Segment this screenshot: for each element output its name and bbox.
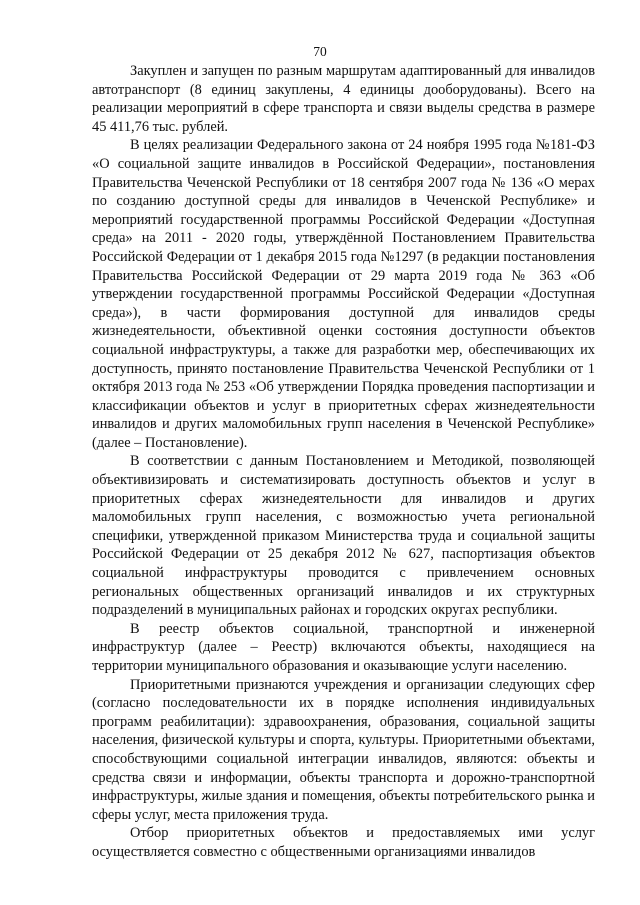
page-number: 70 <box>313 44 327 59</box>
document-body <box>92 62 595 862</box>
paragraph-transport-funding: Закуплен и запущен по разным маршрутам адаптированный для инвалидов автотранспорт (8 единиц закуплены, 4 единицы дооборудованы). Всего на реализации мероприятий в сфере транспорта и связи выделы средства в размере 45 411,76 тыс. рублей. <box>92 63 595 135</box>
paragraph-registry: В реестр объектов социальной, транспортной и инженерной инфраструктур (далее – Реестр) включаются объекты, находящиеся на территории муниципального образования и оказывающие услуги населению. <box>92 620 595 674</box>
paragraph-priority-objects: Приоритетными признаются учреждения и организации следующих сфер (согласно последовательности их в порядке исполнения индивидуальных программ реабилитации): здравоохранения, образования, социальной защиты населения, физической культуры и спорта, культуры. Приоритетными объектами, способствующими социальной интеграции инвалидов, являются: объекты и средства связи и информации, объекты транспорта и дорожно-транспортной инфраструктуры, жилые здания и помещения, объекты потребительского рынка и сферы услуг, места приложения труда. <box>92 676 595 823</box>
paragraph-methodology: В соответствии с данным Постановлением и Методикой, позволяющей объективизировать и систематизировать доступность объектов и услуг в приоритетных сферах жизнедеятельности для инвалидов и других маломобильных групп населения, с возможностью учета региональной специфики, утвержденной приказом Министерства труда и социальной защиты Российской Федерации от 25 декабря 2012 № 627, паспортизация объектов социальной инфраструктуры проводится с привлечением основных региональных общественных организаций инвалидов и их структурных подразделений в муниципальных районах и городских округах республики. <box>92 453 595 619</box>
paragraph-legal-basis: В целях реализации Федерального закона от 24 ноября 1995 года №181-ФЗ «О социальной защите инвалидов в Российской Федерации», постановления Правительства Чеченской Республики от 18 сентября 2007 года № 136 «О мерах по созданию доступной среды для инвалидов в Чеченской Республике» и мероприятий государственной программы Российской Федерации «Доступная среда» на 2011 - 2020 годы, утверждённой Постановлением Правительства Российской Федерации от 1 декабря 2015 года №1297 (в редакции постановления Правительства Российской Федерации от 29 марта 2019 года № 363 «Об утверждении государственной программы Российской Федерации «Доступная среда»), в части формирования доступной для инвалидов среды жизнедеятельности, объективной оценки состояния доступности объектов социальной инфраструктуры, а также для разработки мер, обеспечивающих их доступность, принято постановление Правительства Чеченской Республики от 1 октября 2013 года № 253 «Об утверждении Порядка проведения паспортизации и классификации объектов и услуг в приоритетных сферах жизнедеятельности инвалидов и других маломобильных групп населения в Чеченской Республике» (далее – Постановление). <box>92 137 595 451</box>
paragraph-selection: Отбор приоритетных объектов и предоставляемых ими услуг осуществляется совместно с общественными организациями инвалидов <box>92 825 595 860</box>
